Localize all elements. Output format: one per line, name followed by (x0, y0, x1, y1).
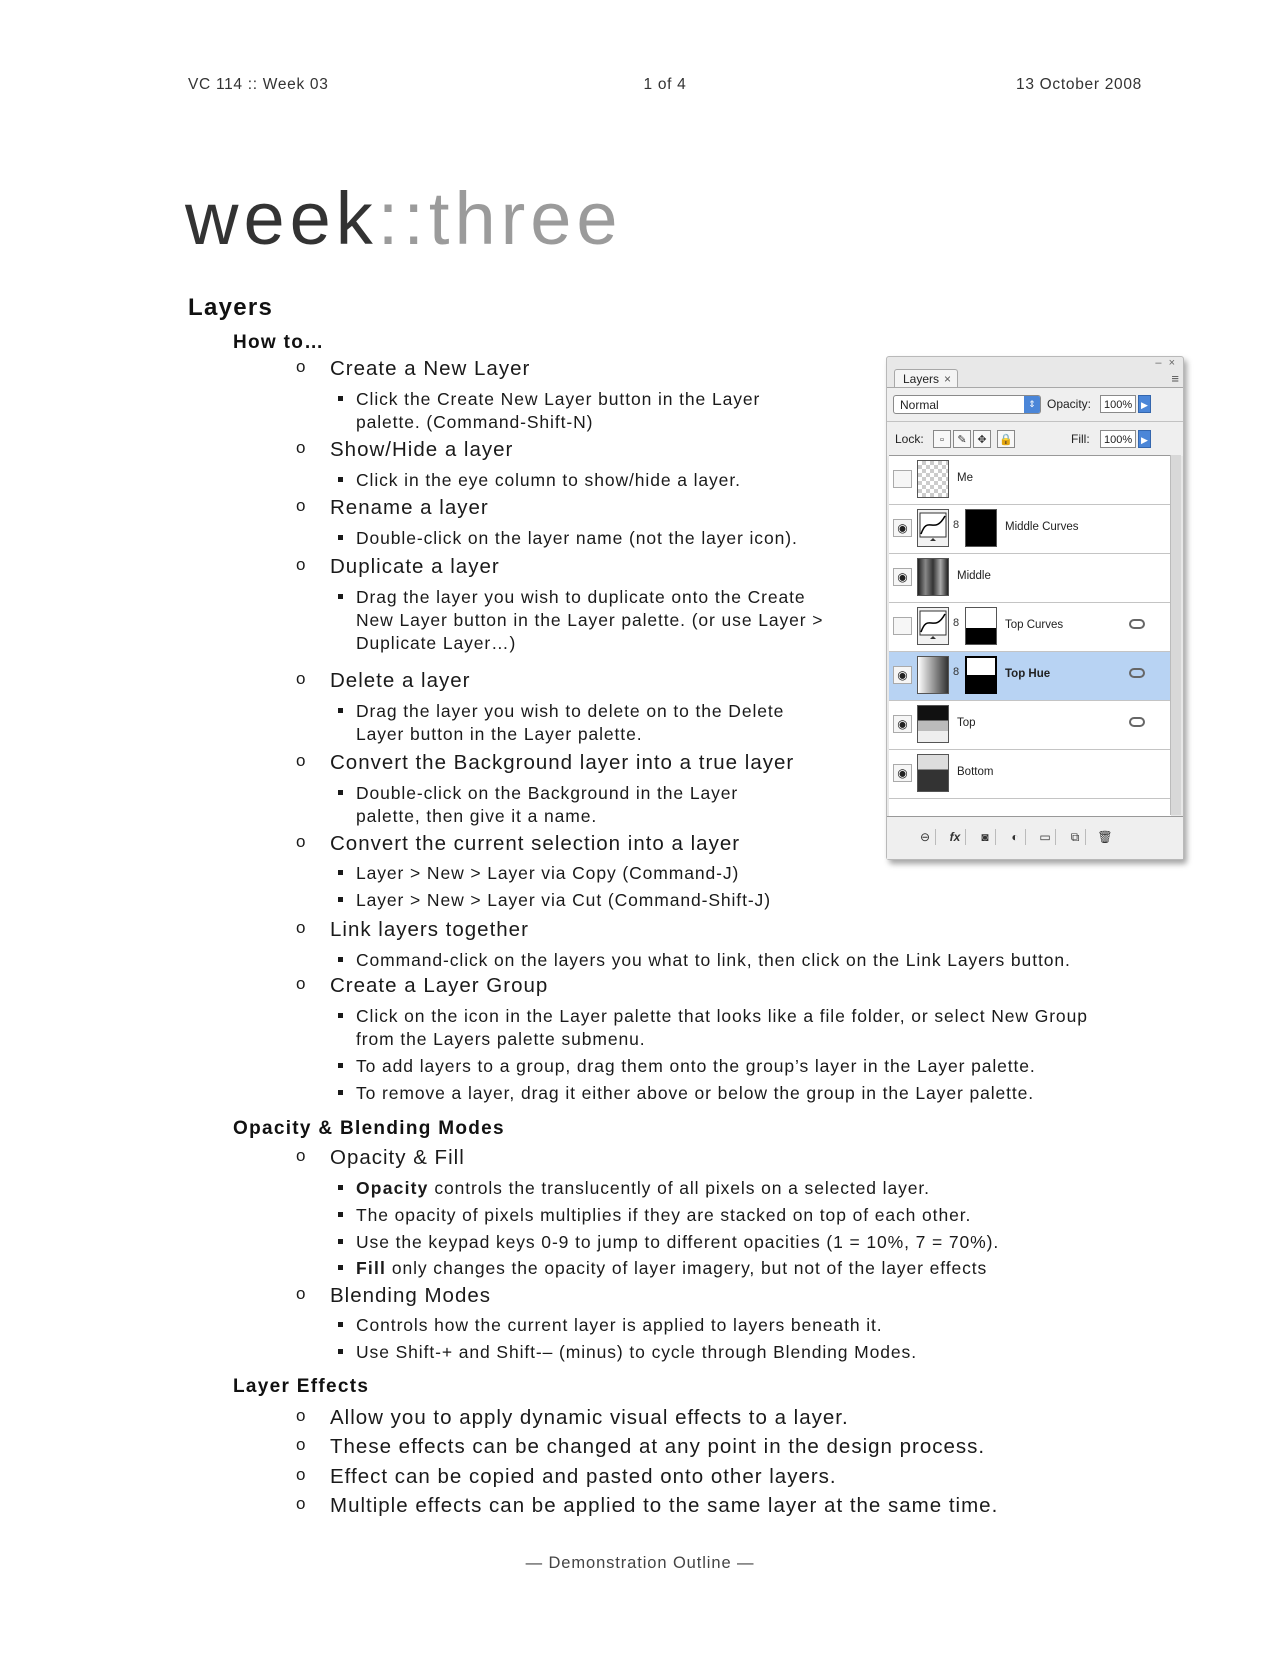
howto-bullet (338, 469, 808, 492)
layer-mask-thumbnail (965, 656, 997, 694)
layer-name[interactable]: Top Curves (1005, 619, 1064, 631)
howto-item-title: Delete a layer (330, 669, 471, 692)
bullet-square (338, 708, 343, 713)
howto-bullet (338, 527, 858, 550)
curves-adjustment-icon (917, 509, 949, 547)
howto-bullet (338, 700, 838, 746)
subheading-opacity-blending: Opacity & Blending Modes (233, 1118, 505, 1139)
layer-row-top-hue[interactable] (889, 652, 1171, 701)
howto-bullet-text: Command-click on the layers you what to link, then click on the Link Layers button. (356, 950, 1071, 970)
howto-bullet-text: To add layers to a group, drag them onto the group’s layer in the Layer palette. (356, 1056, 1036, 1076)
opacity-label: Opacity: (1047, 397, 1092, 411)
mask-link-icon[interactable]: 8 (953, 666, 960, 678)
howto-item-title: Rename a layer (330, 496, 489, 519)
lock-image-icon[interactable]: ✎ (953, 430, 971, 448)
palette-bottom-toolbar (887, 816, 1183, 859)
opacity-bullet-text: Controls how the current layer is applied to layers beneath it. (356, 1315, 883, 1335)
eye-icon[interactable]: ◉ (893, 715, 912, 733)
opacity-bullet-text: controls the translucently of all pixels on a selected layer. (428, 1178, 930, 1198)
effects-item-text: These effects can be changed at any point in the design process. (330, 1435, 986, 1458)
opacity-slider-button[interactable]: ▶ (1138, 395, 1151, 413)
layers-list (889, 455, 1171, 816)
layer-name[interactable]: Me (957, 472, 973, 484)
opacity-item-title: Opacity & Fill (330, 1146, 465, 1169)
mask-link-icon[interactable]: 8 (953, 617, 960, 629)
howto-bullet-text: Double-click on the Background in the Layer palette, then give it a name. (356, 783, 739, 826)
lock-transparency-icon[interactable]: ▫ (933, 430, 951, 448)
palette-menu-icon[interactable]: ≡ (1171, 371, 1179, 386)
layer-name[interactable]: Bottom (957, 766, 994, 778)
layer-name[interactable]: Top (957, 717, 976, 729)
opacity-bullet-text: Use Shift-+ and Shift-– (minus) to cycle through Blending Modes. (356, 1342, 917, 1362)
layer-row-bottom[interactable] (889, 750, 1171, 799)
layer-name[interactable]: Top Hue (1005, 668, 1051, 680)
curves-graph-icon (918, 510, 948, 546)
bullet-square (338, 1265, 343, 1270)
howto-item-title: Link layers together (330, 918, 529, 941)
opacity-bullet (338, 1314, 1118, 1337)
eye-icon[interactable]: ◉ (893, 666, 912, 684)
howto-bullet (338, 782, 778, 828)
layer-thumbnail (917, 558, 949, 596)
howto-bullet-text: Drag the layer you wish to delete on to the Delete Layer button in the Layer palette. (356, 701, 785, 744)
opacity-bullet-text: Use the keypad keys 0-9 to jump to different opacities (1 = 10%, 7 = 70%). (356, 1232, 1000, 1252)
howto-bullet (338, 388, 778, 434)
palette-window-controls[interactable]: – × (1155, 357, 1177, 369)
bullet-square (338, 535, 343, 540)
visibility-toggle[interactable] (893, 617, 912, 635)
howto-item-title: Create a New Layer (330, 357, 531, 380)
lock-label: Lock: (895, 432, 924, 446)
layer-style-icon[interactable]: fx (945, 829, 966, 845)
bullet-circle: o (296, 918, 307, 937)
layer-row-middle[interactable] (889, 554, 1171, 603)
add-mask-icon[interactable]: ◙ (975, 829, 996, 845)
bullet-square (338, 1239, 343, 1244)
bullet-circle: o (296, 832, 307, 851)
layer-row-top-curves[interactable] (889, 603, 1171, 652)
bullet-square (338, 594, 343, 599)
layers-palette (886, 356, 1184, 860)
bullet-square (338, 1322, 343, 1327)
bullet-square (338, 1090, 343, 1095)
howto-bullet-text: Layer > New > Layer via Cut (Command-Shift-J) (356, 890, 771, 910)
bullet-square (338, 477, 343, 482)
bullet-circle: o (296, 357, 307, 376)
header-date: 13 October 2008 (1016, 76, 1142, 93)
howto-bullet (338, 1005, 1118, 1051)
bullet-square (338, 870, 343, 875)
howto-bullet-text: To remove a layer, drag it either above or below the group in the Layer palette. (356, 1083, 1035, 1103)
eye-icon[interactable]: ◉ (893, 568, 912, 586)
page-title (185, 177, 623, 260)
effects-item-text: Effect can be copied and pasted onto other layers. (330, 1465, 837, 1488)
page-footer: — Demonstration Outline — (525, 1554, 755, 1572)
opacity-input[interactable]: 100% (1100, 395, 1136, 413)
layers-tab[interactable] (894, 369, 958, 387)
layer-row-middle-curves[interactable] (889, 505, 1171, 554)
layers-scrollbar[interactable] (1170, 455, 1181, 815)
bullet-circle: o (296, 1284, 307, 1303)
effects-item-text: Allow you to apply dynamic visual effects to a layer. (330, 1406, 849, 1429)
fill-slider-button[interactable]: ▶ (1138, 430, 1151, 448)
eye-icon[interactable]: ◉ (893, 764, 912, 782)
title-week: week (185, 177, 378, 260)
blend-opacity-row (887, 387, 1183, 422)
visibility-toggle[interactable] (893, 470, 912, 488)
bullet-square (338, 957, 343, 962)
adjustment-layer-icon[interactable]: ◐ (1005, 829, 1026, 845)
blend-mode-select[interactable] (893, 395, 1041, 414)
mask-link-icon[interactable]: 8 (953, 519, 960, 531)
opacity-bullet (338, 1231, 1118, 1254)
howto-bullet (338, 1055, 1128, 1078)
layer-mask-thumbnail (965, 509, 997, 547)
fill-label: Fill: (1071, 432, 1090, 446)
bullet-circle: o (296, 669, 307, 688)
howto-bullet-text: Drag the layer you wish to duplicate onto the Create New Layer button in the Layer palette. (or use Layer > Duplicate Layer…) (356, 587, 824, 653)
opacity-bullet-text: only changes the opacity of layer imagery, but not of the layer effects (386, 1258, 988, 1278)
header-page-number: 1 of 4 (643, 76, 687, 93)
subheading-how-to: How to… (233, 332, 325, 353)
lock-fill-row (887, 421, 1183, 456)
bullet-circle: o (296, 555, 307, 574)
fill-input[interactable]: 100% (1100, 430, 1136, 448)
bullet-square (338, 897, 343, 902)
layer-thumbnail (917, 705, 949, 743)
bullet-square (338, 1349, 343, 1354)
howto-bullet-text: Click in the eye column to show/hide a layer. (356, 470, 741, 490)
bullet-square (338, 1212, 343, 1217)
layer-name[interactable]: Middle Curves (1005, 521, 1079, 533)
bullet-circle: o (296, 438, 307, 457)
howto-item-title: Show/Hide a layer (330, 438, 514, 461)
howto-bullet (338, 1082, 1128, 1105)
bullet-square (338, 1063, 343, 1068)
page-header (188, 76, 1142, 96)
bullet-circle: o (296, 1435, 307, 1454)
bullet-circle: o (296, 1465, 307, 1484)
opacity-bullet (338, 1341, 1118, 1364)
howto-item-title: Create a Layer Group (330, 974, 549, 997)
layer-mask-thumbnail (965, 607, 997, 645)
bullet-circle: o (296, 974, 307, 993)
bold-term: Fill (356, 1258, 387, 1278)
layer-name[interactable]: Middle (957, 570, 991, 582)
howto-bullet-text: Click the Create New Layer button in the Layer palette. (Command-Shift-N) (356, 389, 761, 432)
layer-row-top[interactable] (889, 701, 1171, 750)
link-layers-icon[interactable]: ⊖ (915, 829, 936, 845)
opacity-item-title: Blending Modes (330, 1284, 492, 1307)
opacity-bullet-text: The opacity of pixels multiplies if they are stacked on top of each other. (356, 1205, 972, 1225)
curves-graph-icon (918, 608, 948, 644)
bullet-circle: o (296, 1406, 307, 1425)
bullet-square (338, 1185, 343, 1190)
howto-bullet (338, 889, 858, 912)
layers-tab-label: Layers (903, 372, 940, 386)
blend-mode-value: Normal (900, 398, 939, 412)
howto-bullet (338, 586, 848, 655)
howto-item-title: Convert the current selection into a layer (330, 832, 741, 855)
howto-item-title: Convert the Background layer into a true layer (330, 751, 795, 774)
bullet-circle: o (296, 1494, 307, 1513)
bullet-square (338, 1013, 343, 1018)
title-separator: :: (377, 177, 429, 260)
layer-link-icon (1129, 717, 1145, 727)
dropdown-arrow-icon: ⇕ (1024, 396, 1040, 413)
howto-bullet-text: Double-click on the layer name (not the layer icon). (356, 528, 798, 548)
new-layer-icon[interactable]: ⧉ (1065, 829, 1086, 845)
layer-link-icon (1129, 619, 1145, 629)
bold-term: Opacity (356, 1178, 429, 1198)
delete-layer-trash-icon[interactable]: 🗑 (1097, 830, 1113, 844)
opacity-bullet (338, 1204, 1118, 1227)
layer-link-icon (1129, 668, 1145, 678)
curves-adjustment-icon (917, 607, 949, 645)
layer-row-me[interactable] (889, 456, 1171, 505)
opacity-bullet (338, 1177, 1118, 1200)
effects-item-text: Multiple effects can be applied to the same layer at the same time. (330, 1494, 999, 1517)
tab-close-icon[interactable]: × (944, 372, 952, 386)
howto-bullet-text: Layer > New > Layer via Copy (Command-J) (356, 863, 740, 883)
howto-bullet (338, 949, 1148, 972)
hue-adjustment-icon (917, 656, 949, 694)
layer-thumbnail (917, 460, 949, 498)
section-heading-layers: Layers (188, 294, 274, 321)
header-course: VC 114 :: Week 03 (188, 76, 329, 93)
bullet-square (338, 790, 343, 795)
lock-position-icon[interactable]: ✥ (973, 430, 991, 448)
new-group-folder-icon[interactable]: ▭ (1035, 829, 1056, 845)
bullet-circle: o (296, 496, 307, 515)
subheading-layer-effects: Layer Effects (233, 1376, 370, 1397)
lock-all-icon[interactable]: 🔒 (997, 430, 1015, 448)
layer-thumbnail (917, 754, 949, 792)
bullet-circle: o (296, 1146, 307, 1165)
bullet-circle: o (296, 751, 307, 770)
eye-icon[interactable]: ◉ (893, 519, 912, 537)
howto-bullet (338, 862, 858, 885)
bullet-square (338, 396, 343, 401)
howto-item-title: Duplicate a layer (330, 555, 500, 578)
howto-bullet-text: Click on the icon in the Layer palette that looks like a file folder, or select New Group from the Layers palette submenu. (356, 1006, 1088, 1049)
opacity-bullet (338, 1257, 1118, 1280)
title-three: three (428, 177, 623, 260)
